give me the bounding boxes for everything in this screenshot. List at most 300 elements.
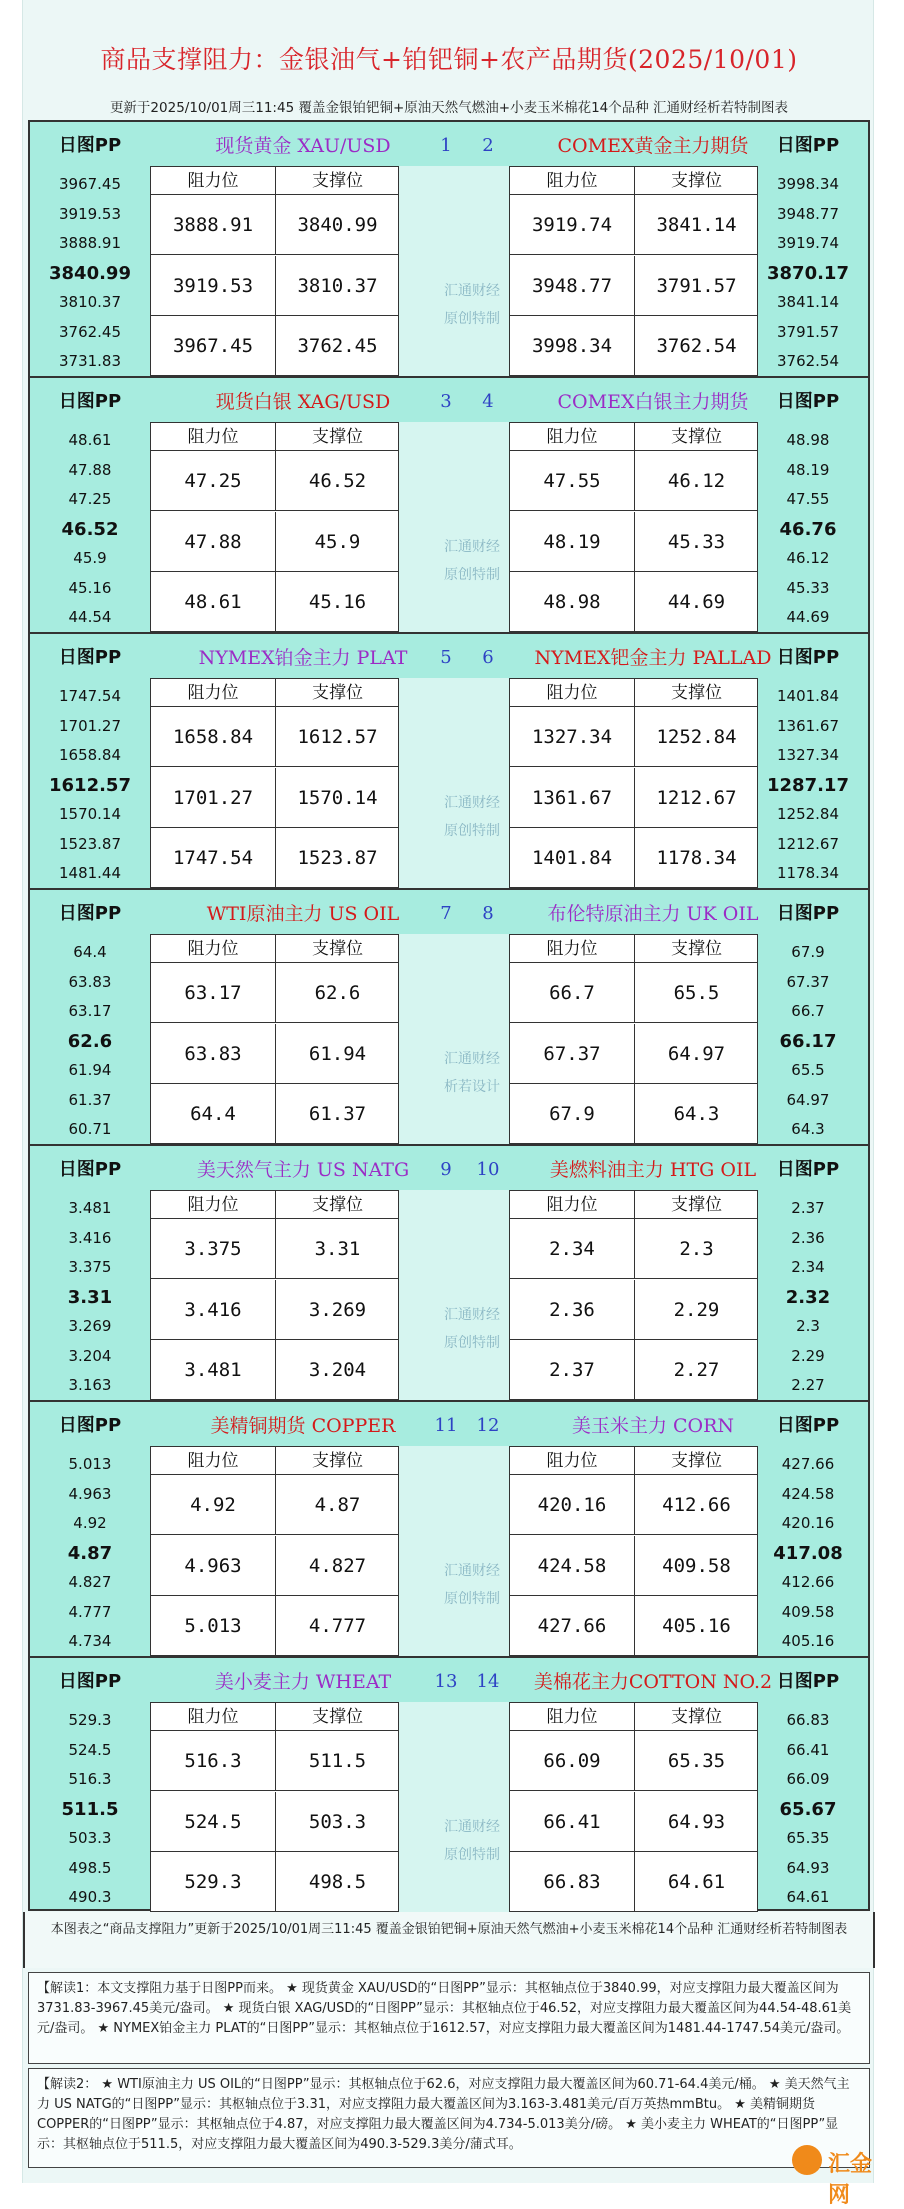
table-row — [151, 316, 398, 376]
pp-level: 503.3 — [68, 1829, 112, 1847]
table-row — [510, 1475, 757, 1535]
instrument-name-left: 美精铜期货 COPPER — [210, 1415, 396, 1437]
pp-level: 3888.91 — [58, 234, 122, 252]
instrument-number-left: 11 — [434, 1415, 458, 1436]
pp-level: 3967.45 — [58, 175, 122, 193]
watermark-line-1: 汇通财经 — [444, 1051, 500, 1067]
resistance-value: 66.83 — [543, 1871, 601, 1893]
support-header: 支撑位 — [634, 1703, 758, 1731]
pp-level: 3919.53 — [58, 204, 122, 223]
resistance-value: 3998.34 — [531, 335, 613, 357]
support-value: 1612.57 — [275, 707, 399, 767]
resistance-value: 3.416 — [184, 1298, 242, 1321]
support-value: 64.97 — [634, 1024, 758, 1084]
resistance-value: 48.98 — [543, 591, 601, 613]
resistance-header: 阻力位 — [510, 167, 634, 195]
pp-level: 48.61 — [68, 431, 112, 449]
support-value: 1178.34 — [634, 828, 758, 888]
support-value: 3.269 — [275, 1280, 399, 1340]
sr-table-left — [150, 934, 399, 1144]
pp-level: 3762.45 — [58, 322, 122, 341]
table-row — [510, 572, 757, 632]
pp-level: 405.16 — [781, 1632, 835, 1650]
pp-level: 3731.83 — [58, 352, 122, 370]
instrument-number-left: 5 — [440, 647, 452, 668]
support-header: 支撑位 — [634, 423, 758, 451]
table-row — [510, 256, 757, 316]
pp-level: 3791.57 — [776, 322, 840, 341]
watermark-line-1: 汇通财经 — [444, 1307, 500, 1323]
instrument-number-left: 1 — [440, 135, 452, 156]
table-row — [510, 195, 757, 255]
watermark-line-2: 原创特制 — [444, 823, 500, 839]
pp-level: 63.83 — [68, 972, 112, 991]
pp-levels-left — [30, 170, 150, 377]
resistance-value: 1361.67 — [531, 786, 613, 809]
instrument-name-right: 美玉米主力 CORN — [571, 1415, 735, 1437]
support-value: 62.6 — [275, 963, 399, 1023]
pp-level: 4.734 — [68, 1632, 112, 1650]
resistance-value: 516.3 — [184, 1750, 242, 1772]
pp-level: 46.12 — [786, 549, 830, 567]
support-value: 503.3 — [275, 1792, 399, 1852]
table-row — [510, 316, 757, 376]
commodity-block — [30, 890, 868, 1146]
table-row — [151, 1792, 398, 1852]
middle-column — [399, 422, 509, 632]
table-row — [510, 1731, 757, 1791]
pp-level: 427.66 — [781, 1455, 835, 1473]
resistance-value: 420.16 — [537, 1494, 607, 1516]
instrument-number-right: 2 — [482, 135, 494, 156]
resistance-value: 427.66 — [537, 1615, 607, 1637]
table-row — [151, 1340, 398, 1400]
explanation-1: 【解读1：本文支撑阻力基于日图PP而来。 ★ 现货黄金 XAU/USD的“日图PP”显示：其枢轴点位于3840.99，对应支撑阻力最大覆盖区间为3731.83-3967.45美元/盎司。 ★ 现货白银 XAG/USD的“日图PP”显示：其枢轴点位于46.52，对应支撑阻力最大覆盖区间为44.54-48.61美元/盎司。 ★ NYMEX铂金主力 PLAT的“日图PP”显示：其枢轴点位于1612.57，对应支撑阻力最大覆盖区间为1481.44-1747.54美元/盎司。 — [28, 1972, 870, 2064]
support-value: 64.3 — [634, 1084, 758, 1144]
pp-level: 2.32 — [785, 1286, 831, 1308]
pp-header-right: 日图PP — [776, 903, 840, 924]
resistance-header: 阻力位 — [151, 679, 275, 707]
pp-levels-right — [748, 1194, 868, 1401]
resistance-value: 1747.54 — [172, 847, 254, 869]
pp-levels-right — [748, 1706, 868, 1913]
pp-levels-left — [30, 938, 150, 1145]
pp-level: 498.5 — [68, 1858, 112, 1877]
support-header: 支撑位 — [275, 167, 399, 195]
pp-level: 409.58 — [781, 1602, 835, 1621]
watermark-line-2: 析若设计 — [444, 1079, 500, 1095]
pp-level: 47.88 — [68, 460, 112, 479]
pp-level: 1327.34 — [776, 746, 840, 764]
support-value: 3.31 — [275, 1219, 399, 1279]
resistance-value: 1701.27 — [172, 786, 254, 809]
resistance-value: 66.09 — [543, 1750, 601, 1772]
support-value: 44.69 — [634, 572, 758, 632]
pp-header-left: 日图PP — [58, 903, 122, 924]
resistance-value: 4.92 — [190, 1494, 236, 1516]
site-logo — [792, 2141, 884, 2208]
sr-table-right — [509, 1190, 758, 1400]
pp-header-right: 日图PP — [776, 135, 840, 156]
pp-level: 67.37 — [786, 972, 830, 991]
support-value: 2.29 — [634, 1280, 758, 1340]
instrument-name-left: 美天然气主力 US NATG — [196, 1159, 410, 1181]
support-header: 支撑位 — [634, 167, 758, 195]
support-value: 498.5 — [275, 1852, 399, 1912]
support-value: 4.827 — [275, 1536, 399, 1596]
sr-table-left — [150, 1702, 399, 1912]
support-value: 64.93 — [634, 1792, 758, 1852]
pp-level: 1287.17 — [767, 774, 849, 796]
resistance-header: 阻力位 — [510, 1703, 634, 1731]
pp-level: 67.9 — [791, 943, 825, 961]
pp-level: 3.204 — [68, 1346, 112, 1365]
support-header: 支撑位 — [275, 1447, 399, 1475]
table-row — [510, 451, 757, 511]
table-row — [151, 195, 398, 255]
table-row — [151, 1731, 398, 1791]
instrument-number-left: 13 — [434, 1671, 458, 1692]
pp-level: 511.5 — [61, 1798, 119, 1820]
support-value: 1523.87 — [275, 828, 399, 888]
pp-level: 64.93 — [786, 1858, 830, 1877]
resistance-value: 64.4 — [190, 1103, 236, 1125]
table-row — [151, 1280, 398, 1340]
support-value: 45.16 — [275, 572, 399, 632]
resistance-value: 3919.74 — [531, 214, 613, 236]
resistance-value: 67.9 — [549, 1103, 595, 1125]
instrument-name-left: 美小麦主力 WHEAT — [214, 1671, 392, 1693]
pp-level: 63.17 — [68, 1002, 112, 1020]
watermark-line-2: 原创特制 — [444, 311, 500, 327]
pp-levels-left — [30, 1706, 150, 1913]
table-row — [510, 1280, 757, 1340]
table-row — [510, 1340, 757, 1400]
instrument-number-right: 10 — [476, 1159, 500, 1180]
table-row — [510, 1024, 757, 1084]
support-value: 1252.84 — [634, 707, 758, 767]
resistance-value: 1327.34 — [531, 726, 613, 748]
pp-level: 3762.54 — [776, 352, 840, 370]
sr-table-right — [509, 422, 758, 632]
pp-level: 1523.87 — [58, 834, 122, 853]
pp-levels-right — [748, 426, 868, 633]
pp-level: 3.481 — [68, 1199, 112, 1217]
table-row — [510, 1852, 757, 1912]
table-row — [151, 256, 398, 316]
table-row — [151, 1024, 398, 1084]
pp-levels-left — [30, 1194, 150, 1401]
resistance-value: 424.58 — [537, 1554, 607, 1577]
pp-level: 64.97 — [786, 1090, 830, 1109]
table-row — [151, 572, 398, 632]
table-row — [151, 512, 398, 572]
resistance-header: 阻力位 — [151, 167, 275, 195]
resistance-value: 529.3 — [184, 1871, 242, 1893]
table-row — [151, 768, 398, 828]
pp-level: 45.33 — [786, 578, 830, 597]
pp-level: 3.416 — [68, 1228, 112, 1247]
watermark-line-1: 汇通财经 — [444, 283, 500, 299]
instrument-number-right: 4 — [482, 391, 494, 412]
pp-level: 3841.14 — [776, 293, 840, 311]
pp-level: 1612.57 — [49, 774, 131, 796]
pp-level: 524.5 — [68, 1740, 112, 1759]
sr-table-left — [150, 166, 399, 376]
instrument-name-left: 现货白银 XAG/USD — [215, 391, 391, 413]
pp-level: 44.69 — [786, 608, 830, 626]
pp-level: 2.29 — [791, 1346, 825, 1365]
pp-levels-right — [748, 1450, 868, 1657]
instrument-name-right: 布伦特原油主力 UK OIL — [547, 903, 759, 925]
resistance-value: 47.88 — [184, 530, 242, 553]
pp-level: 2.34 — [791, 1258, 825, 1276]
resistance-header: 阻力位 — [510, 679, 634, 707]
pp-level: 45.9 — [73, 549, 107, 567]
support-value: 4.777 — [275, 1596, 399, 1656]
table-row — [151, 707, 398, 767]
pp-level: 2.37 — [791, 1199, 825, 1217]
resistance-header: 阻力位 — [151, 423, 275, 451]
pp-level: 3810.37 — [58, 293, 122, 311]
pp-level: 1401.84 — [776, 687, 840, 705]
support-value: 2.27 — [634, 1340, 758, 1400]
pp-level: 417.08 — [773, 1542, 843, 1564]
instrument-number-right: 8 — [482, 903, 494, 924]
support-value: 46.12 — [634, 451, 758, 511]
pp-header-right: 日图PP — [776, 1671, 840, 1692]
commodity-block — [30, 1658, 868, 1914]
pp-level: 1747.54 — [58, 687, 122, 705]
pp-level: 516.3 — [68, 1770, 112, 1788]
pp-level: 3919.74 — [776, 234, 840, 252]
table-row — [510, 1536, 757, 1596]
resistance-value: 67.37 — [543, 1042, 601, 1065]
support-value: 64.61 — [634, 1852, 758, 1912]
pp-level: 45.16 — [68, 578, 112, 597]
table-row — [510, 512, 757, 572]
support-value: 3810.37 — [275, 256, 399, 316]
pp-level: 2.36 — [791, 1228, 825, 1247]
pp-level: 64.61 — [786, 1888, 830, 1906]
watermark-line-2: 原创特制 — [444, 1847, 500, 1863]
support-header: 支撑位 — [275, 935, 399, 963]
watermark-line-2: 原创特制 — [444, 1335, 500, 1351]
pp-level: 48.98 — [786, 431, 830, 449]
table-row — [151, 1536, 398, 1596]
pp-level: 66.41 — [786, 1740, 830, 1759]
table-row — [151, 1596, 398, 1656]
resistance-value: 47.25 — [184, 470, 242, 492]
pp-level: 61.94 — [68, 1061, 112, 1079]
instrument-name-right: COMEX白银主力期货 — [557, 391, 749, 413]
resistance-header: 阻力位 — [151, 1447, 275, 1475]
support-header: 支撑位 — [634, 935, 758, 963]
support-header: 支撑位 — [275, 1191, 399, 1219]
pp-level: 3.31 — [67, 1286, 113, 1308]
resistance-value: 1658.84 — [172, 726, 254, 748]
resistance-value: 3888.91 — [172, 214, 254, 236]
support-value: 45.9 — [275, 512, 399, 572]
pp-level: 1701.27 — [58, 716, 122, 735]
watermark-line-1: 汇通财经 — [444, 1563, 500, 1579]
resistance-value: 48.61 — [184, 591, 242, 613]
instrument-name-right: 美燃料油主力 HTG OIL — [549, 1159, 757, 1181]
pp-level: 420.16 — [781, 1514, 835, 1532]
explanation-2: 【解读2： ★ WTI原油主力 US OIL的“日图PP”显示：其枢轴点位于62.6，对应支撑阻力最大覆盖区间为60.71-64.4美元/桶。 ★ 美天然气主力 US NATG的“日图PP”显示：其枢轴点位于3.31，对应支撑阻力最大覆盖区间为3.163-3.481美元/百万英热mmBtu。 ★ 美精铜期货 COPPER的“日图PP”显示：其枢轴点位于4.87，对应支撑阻力最大覆盖区间为4.734-5.013美分/磅。 ★ 美小麦主力 WHEAT的“日图PP”显示：其枢轴点位于511.5，对应支撑阻力最大覆盖区间为490.3-529.3美分/蒲式耳。 — [28, 2068, 870, 2168]
logo-text: 汇金网 — [828, 2152, 873, 2208]
resistance-header: 阻力位 — [510, 935, 634, 963]
watermark-line-2: 原创特制 — [444, 1591, 500, 1607]
resistance-value: 2.37 — [549, 1359, 595, 1381]
support-value: 3762.45 — [275, 316, 399, 376]
resistance-header: 阻力位 — [510, 1447, 634, 1475]
support-value: 61.94 — [275, 1024, 399, 1084]
table-row — [510, 963, 757, 1023]
middle-column — [399, 1446, 509, 1656]
table-row — [510, 828, 757, 888]
support-value: 3840.99 — [275, 195, 399, 255]
commodity-block — [30, 378, 868, 634]
pp-level: 412.66 — [781, 1573, 835, 1591]
table-row — [151, 451, 398, 511]
pp-levels-left — [30, 682, 150, 889]
instrument-name-right: COMEX黄金主力期货 — [557, 135, 749, 157]
table-row — [151, 1084, 398, 1144]
logo-icon — [792, 2145, 822, 2175]
support-value: 3791.57 — [634, 256, 758, 316]
resistance-value: 47.55 — [543, 470, 601, 492]
pp-header-left: 日图PP — [58, 1415, 122, 1436]
pp-level: 47.25 — [68, 490, 112, 508]
sr-table-left — [150, 678, 399, 888]
sr-table-right — [509, 1702, 758, 1912]
resistance-value: 3919.53 — [172, 274, 254, 297]
pp-level: 66.83 — [786, 1711, 830, 1729]
instrument-number-right: 12 — [476, 1415, 500, 1436]
pp-level: 65.5 — [791, 1061, 825, 1079]
pp-levels-right — [748, 938, 868, 1145]
resistance-value: 3.481 — [184, 1359, 242, 1381]
sr-table-left — [150, 1190, 399, 1400]
resistance-header: 阻力位 — [510, 423, 634, 451]
resistance-value: 3948.77 — [531, 274, 613, 297]
pp-level: 47.55 — [786, 490, 830, 508]
pp-header-right: 日图PP — [776, 391, 840, 412]
table-row — [510, 1084, 757, 1144]
pp-level: 65.35 — [786, 1829, 830, 1847]
pp-level: 3870.17 — [767, 262, 849, 284]
support-value: 409.58 — [634, 1536, 758, 1596]
sr-table-right — [509, 166, 758, 376]
page-title: 商品支撑阻力：金银油气+铂钯铜+农产品期货(2025/10/01) — [100, 45, 798, 74]
pp-header-left: 日图PP — [58, 135, 122, 156]
pp-level: 1252.84 — [776, 805, 840, 823]
pp-level: 1212.67 — [776, 834, 840, 853]
support-header: 支撑位 — [634, 1447, 758, 1475]
instrument-name-left: WTI原油主力 US OIL — [206, 903, 400, 925]
instrument-number-left: 3 — [440, 391, 452, 412]
pp-levels-left — [30, 426, 150, 633]
pp-level: 3.375 — [68, 1258, 112, 1276]
pp-header-left: 日图PP — [58, 647, 122, 668]
pp-level: 46.76 — [779, 518, 837, 540]
sr-table-right — [509, 1446, 758, 1656]
resistance-value: 2.34 — [549, 1238, 595, 1260]
chart-footer: 本图表之“商品支撑阻力”更新于2025/10/01周三11:45 覆盖金银铂钯铜+原油天然气燃油+小麦玉米棉花14个品种 汇通财经析若特制图表 — [23, 1912, 875, 1968]
pp-level: 1658.84 — [58, 746, 122, 764]
resistance-value: 63.83 — [184, 1042, 242, 1065]
pp-level: 1481.44 — [58, 864, 122, 882]
pp-level: 62.6 — [67, 1030, 113, 1052]
support-header: 支撑位 — [275, 1703, 399, 1731]
commodity-block — [30, 122, 868, 378]
middle-column — [399, 166, 509, 376]
resistance-value: 2.36 — [549, 1298, 595, 1321]
pp-level: 65.67 — [779, 1798, 837, 1820]
pp-level: 490.3 — [68, 1888, 112, 1906]
pp-level: 1361.67 — [776, 716, 840, 735]
resistance-header: 阻力位 — [151, 1191, 275, 1219]
resistance-value: 524.5 — [184, 1810, 242, 1833]
resistance-value: 63.17 — [184, 982, 242, 1004]
pp-level: 424.58 — [781, 1484, 835, 1503]
pp-level: 4.963 — [68, 1484, 112, 1503]
table-row — [151, 1219, 398, 1279]
middle-column — [399, 1702, 509, 1912]
commodity-block — [30, 1402, 868, 1658]
support-header: 支撑位 — [275, 679, 399, 707]
table-row — [510, 1792, 757, 1852]
support-value: 3762.54 — [634, 316, 758, 376]
pp-level: 3948.77 — [776, 204, 840, 223]
pp-level: 4.87 — [67, 1542, 113, 1564]
support-value: 2.3 — [634, 1219, 758, 1279]
support-value: 511.5 — [275, 1731, 399, 1791]
instrument-number-right: 14 — [476, 1671, 500, 1692]
resistance-value: 5.013 — [184, 1615, 242, 1637]
support-value: 3.204 — [275, 1340, 399, 1400]
pp-level: 60.71 — [68, 1120, 112, 1138]
middle-column — [399, 934, 509, 1144]
support-value: 1570.14 — [275, 768, 399, 828]
support-value: 1212.67 — [634, 768, 758, 828]
pp-levels-right — [748, 170, 868, 377]
watermark-line-1: 汇通财经 — [444, 539, 500, 555]
pp-level: 2.27 — [791, 1376, 825, 1394]
instrument-name-left: NYMEX铂金主力 PLAT — [198, 647, 408, 669]
pp-level: 66.17 — [779, 1030, 837, 1052]
instrument-number-right: 6 — [482, 647, 494, 668]
pp-header-left: 日图PP — [58, 1159, 122, 1180]
pp-level: 1570.14 — [58, 805, 122, 823]
support-value: 45.33 — [634, 512, 758, 572]
support-value: 61.37 — [275, 1084, 399, 1144]
resistance-header: 阻力位 — [151, 1703, 275, 1731]
commodity-block — [30, 634, 868, 890]
support-value: 65.5 — [634, 963, 758, 1023]
support-header: 支撑位 — [275, 423, 399, 451]
table-row — [151, 963, 398, 1023]
instrument-number-left: 9 — [440, 1159, 452, 1180]
resistance-value: 48.19 — [543, 530, 601, 553]
pp-level: 46.52 — [61, 518, 119, 540]
pp-header-right: 日图PP — [776, 1415, 840, 1436]
support-header: 支撑位 — [634, 1191, 758, 1219]
table-row — [151, 1852, 398, 1912]
middle-column — [399, 678, 509, 888]
support-value: 46.52 — [275, 451, 399, 511]
